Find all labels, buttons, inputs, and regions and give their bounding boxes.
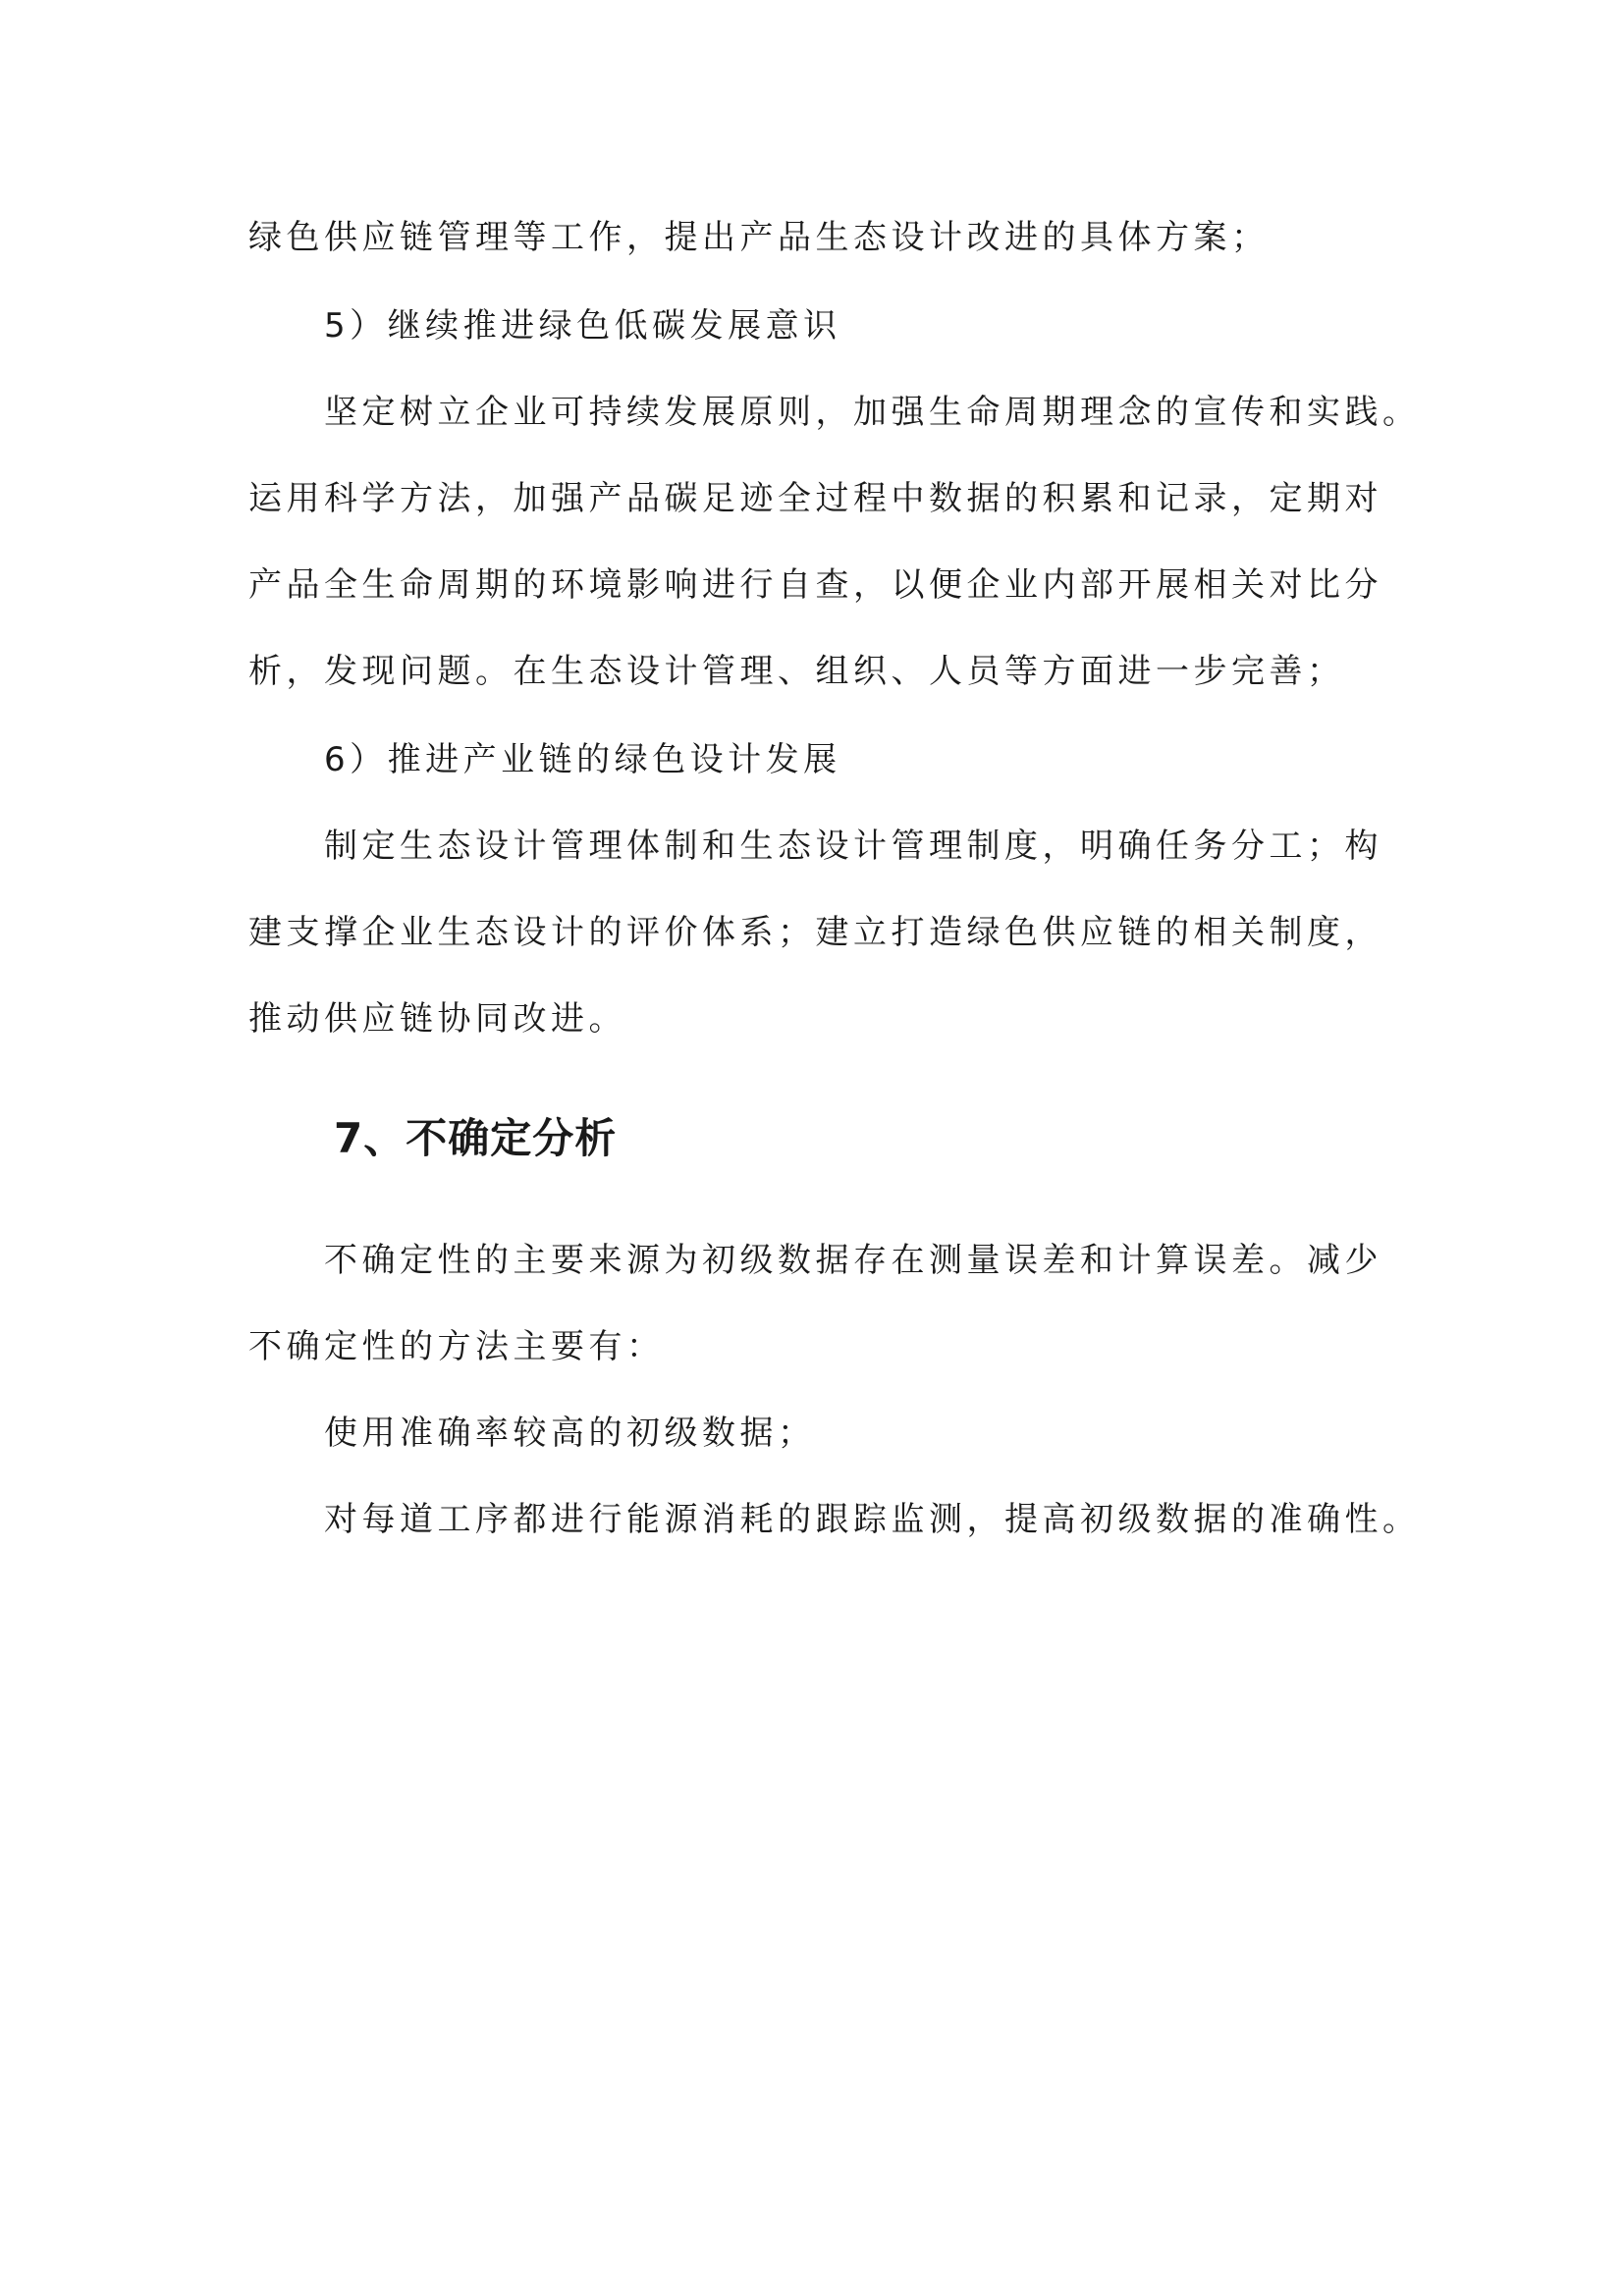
paragraph-line: 不确定性的主要来源为初级数据存在测量误差和计算误差。减少: [324, 1241, 1382, 1280]
paragraph-line: 坚定树立企业可持续发展原则，加强生命周期理念的宣传和实践。: [324, 393, 1421, 432]
paragraph-line: 对每道工序都进行能源消耗的跟踪监测，提高初级数据的准确性。: [324, 1500, 1421, 1539]
list-item-heading: 6）推进产业链的绿色设计发展: [324, 740, 841, 779]
paragraph-line: 产品全生命周期的环境影响进行自查，以便企业内部开展相关对比分: [248, 565, 1382, 605]
paragraph-line: 建支撑企业生态设计的评价体系；建立打造绿色供应链的相关制度，: [248, 913, 1382, 952]
paragraph-line: 析，发现问题。在生态设计管理、组织、人员等方面进一步完善；: [248, 652, 1345, 691]
paragraph-line: 运用科学方法，加强产品碳足迹全过程中数据的积累和记录，定期对: [248, 479, 1382, 518]
paragraph-line: 不确定性的方法主要有：: [248, 1327, 665, 1366]
paragraph-line: 推动供应链协同改进。: [248, 999, 626, 1039]
paragraph-line: 绿色供应链管理等工作，提出产品生态设计改进的具体方案；: [248, 218, 1270, 257]
section-heading: 7、不确定分析: [334, 1114, 618, 1162]
paragraph-line: 使用准确率较高的初级数据；: [324, 1414, 816, 1453]
list-item-heading: 5）继续推进绿色低碳发展意识: [324, 306, 841, 346]
paragraph-line: 制定生态设计管理体制和生态设计管理制度，明确任务分工；构: [324, 827, 1382, 866]
